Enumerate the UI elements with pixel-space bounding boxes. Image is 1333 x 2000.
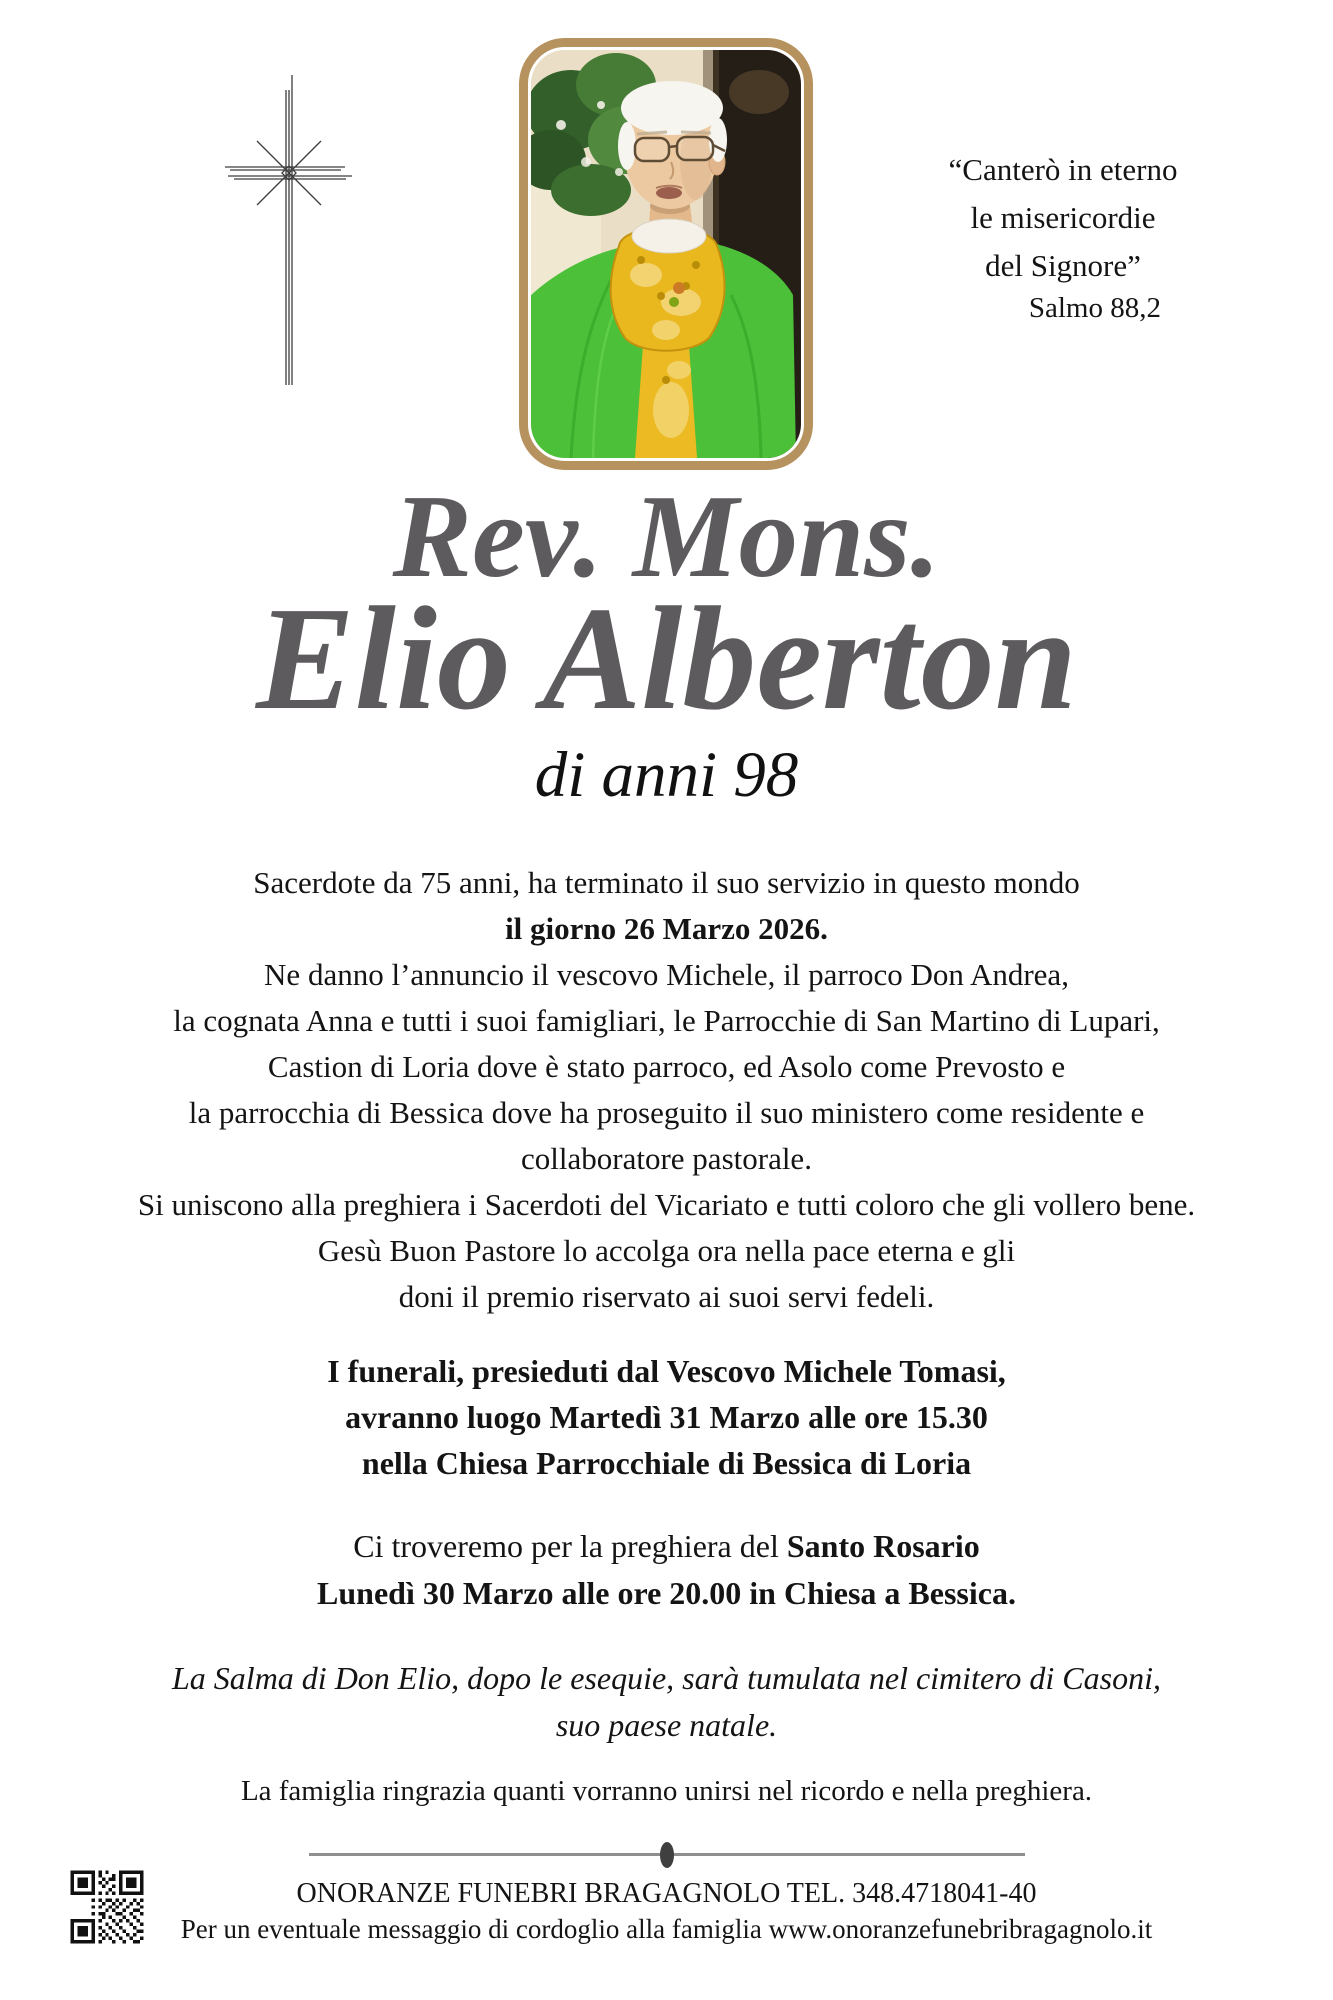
announcement-line: Sacerdote da 75 anni, ha terminato il suo servizio in questo mondo [253, 865, 1080, 900]
portrait-frame [519, 38, 813, 470]
rosary-notice [0, 1523, 1333, 1617]
announcement-line: Gesù Buon Pastore lo accolga ora nella pace eterna e gli [317, 1233, 1016, 1268]
burial-line: La Salma di Don Elio, dopo le esequie, sarà tumulata nel cimitero di Casoni, [172, 1660, 1161, 1696]
funeral-notice [0, 1348, 1333, 1486]
condolence-message-info: Per un eventuale messaggio di cordoglio alla famiglia www.onoranzefunebribragagnolo.it [180, 1914, 1153, 1944]
funeral-line: avranno luogo Martedì 31 Marzo alle ore 15.30 [345, 1399, 988, 1435]
announcement-paragraph [0, 860, 1333, 1320]
announcement-line: Castion di Loria dove è stato parroco, ed Asolo come Prevosto e [267, 1049, 1066, 1084]
deceased-title-prefix: Rev. Mons. [392, 470, 941, 602]
quote-line: le misericordie [970, 200, 1156, 235]
funeral-line: I funerali, presieduti dal Vescovo Michele Tomasi, [327, 1353, 1006, 1389]
memorial-cross-icon [210, 68, 360, 390]
funeral-home-contact: ONORANZE FUNEBRI BRAGAGNOLO TEL. 348.4718041-40 [296, 1878, 1037, 1909]
family-thanks: La famiglia ringrazia quanti vorranno unirsi nel ricordo e nella preghiera. [240, 1775, 1093, 1807]
rosary-highlight: Santo Rosario [786, 1528, 980, 1564]
deceased-age: di anni 98 [534, 739, 799, 811]
quote-line: del Signore” [985, 248, 1141, 283]
rosary-datetime-line: Lunedì 30 Marzo alle ore 20.00 in Chiesa a Bessica. [317, 1575, 1016, 1611]
rosary-intro: Ci troveremo per la preghiera del [353, 1528, 787, 1564]
announcement-line: collaboratore pastorale. [521, 1141, 812, 1176]
announcement-line: la parrocchia di Bessica dove ha proseguito il suo ministero come residente e [188, 1095, 1145, 1130]
burial-line: suo paese natale. [555, 1707, 778, 1743]
footer-divider [309, 1853, 1025, 1856]
rosary-line [0, 1523, 1333, 1570]
deceased-name: Elio Alberton [255, 577, 1077, 741]
announcement-line: Si uniscono alla preghiera i Sacerdoti del Vicariato e tutti coloro che gli vollero bene. [137, 1187, 1196, 1222]
portrait-priest-green-vestments [531, 50, 801, 458]
psalm-quote [878, 146, 1248, 328]
ellipse-ornament [660, 1842, 674, 1868]
announcement-date-line: il giorno 26 Marzo 2026. [505, 911, 828, 946]
announcement-line: la cognata Anna e tutti i suoi famigliari, le Parrocchie di San Martino di Lupari, [173, 1003, 1160, 1038]
burial-note [0, 1655, 1333, 1749]
funeral-line: nella Chiesa Parrocchiale di Bessica di Loria [361, 1445, 972, 1481]
quote-line: “Canterò in eterno [948, 152, 1178, 187]
announcement-line: Ne danno l’annuncio il vescovo Michele, il parroco Don Andrea, [264, 957, 1069, 992]
announcement-line: doni il premio riservato ai suoi servi fedeli. [398, 1279, 935, 1314]
quote-attribution: Salmo 88,2 [1028, 292, 1161, 324]
